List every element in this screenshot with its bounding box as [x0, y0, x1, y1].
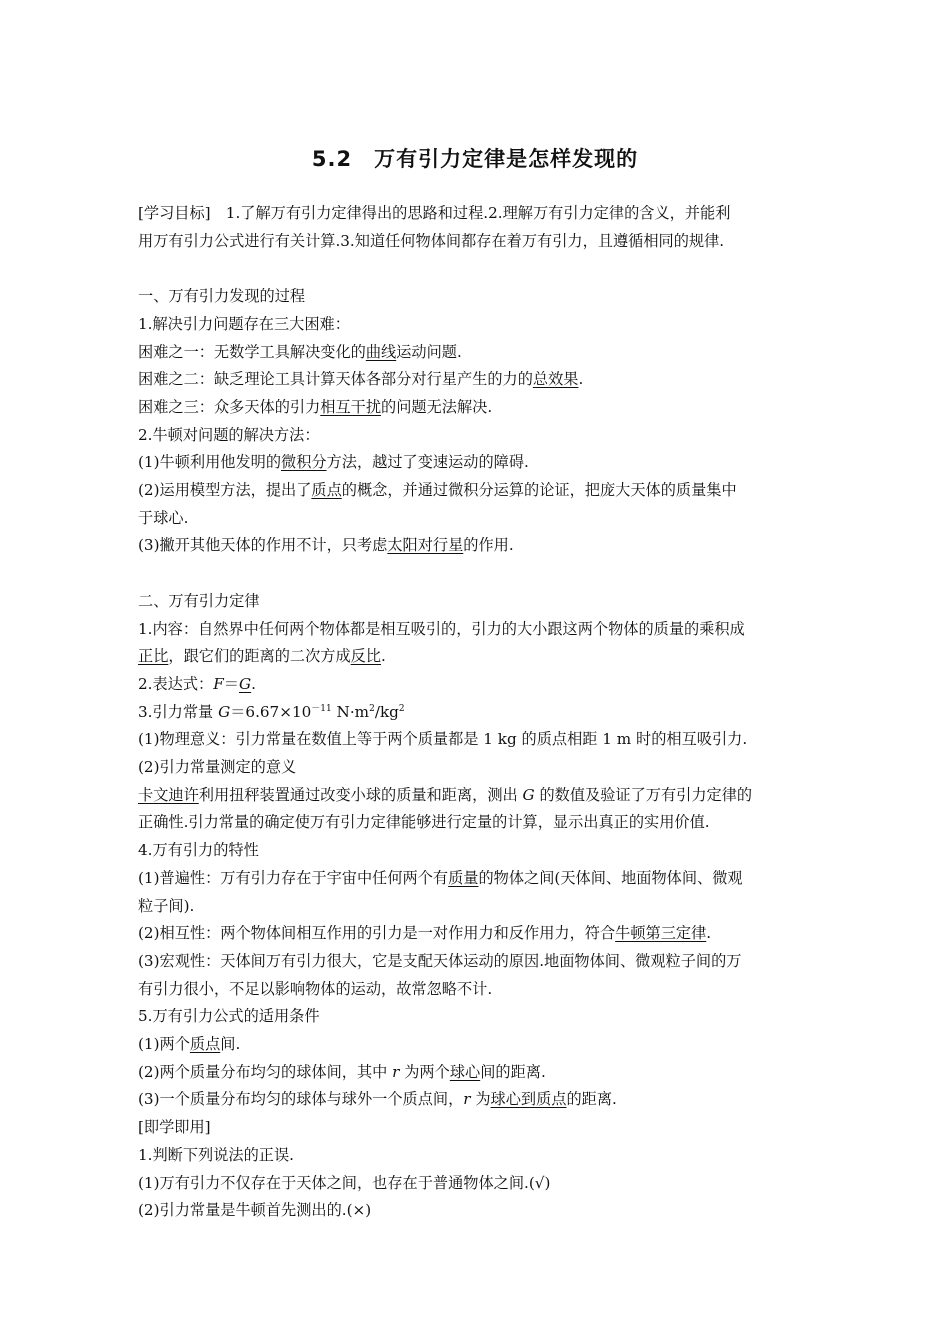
list-item: (2)运用模型方法，提出了质点的概念，并通过微积分运算的论证，把庞大天体的质量集中: [138, 481, 737, 500]
gravitational-constant: 3.引力常量 $G=6.67\times 10^{-11}$ $N\cdot m^2/kg^2$: [138, 702, 405, 721]
list-item-continued: 正比，跟它们的距离的二次方成反比.: [138, 647, 386, 666]
learning-objectives-line2: 用万有引力公式进行有关计算.3.知道任何物体间都存在着万有引力，且遵循相同的规律.: [138, 231, 725, 250]
list-item: (2)引力常量是牛顿首先测出的.(×): [138, 1201, 372, 1220]
list-item: 困难之二：缺乏理论工具计算天体各部分对行星产生的力的总效果.: [138, 370, 584, 389]
list-item: (1)两个质点间.: [138, 1035, 241, 1054]
objectives-label: [学习目标]: [138, 204, 211, 222]
page-title: [0, 143, 950, 173]
paragraph-continued: 正确性.引力常量的确定使万有引力定律能够进行定量的计算，显示出真正的实用价值.: [138, 813, 710, 832]
section2-heading: 二、万有引力定律: [138, 591, 260, 610]
list-item: 困难之一：无数学工具解决变化的曲线运动问题.: [138, 342, 462, 361]
section-number: 5.2: [311, 147, 353, 171]
list-item: (3)宏观性：天体间万有引力很大，它是支配天体运动的原因.地面物体间、微观粒子间的万: [138, 951, 742, 970]
list-item: 1.解决引力问题存在三大困难：: [138, 314, 350, 333]
list-item: 1.内容：自然界中任何两个物体都是相互吸引的，引力的大小跟这两个物体的质量的乘积成: [138, 619, 745, 638]
list-item: (2)两个质量分布均匀的球体间，其中 r 为两个球心间的距离.: [138, 1062, 546, 1081]
list-item: (1)牛顿利用他发明的微积分方法，越过了变速运动的障碍.: [138, 453, 529, 472]
list-item: 4.万有引力的特性: [138, 841, 259, 860]
list-item: (1)物理意义：引力常量在数值上等于两个质量都是 1 kg 的质点相距 1 m 时的相互吸引力.: [138, 730, 748, 749]
list-item: (2)引力常量测定的意义: [138, 758, 297, 777]
section1-heading: 一、万有引力发现的过程: [138, 287, 306, 306]
practice-label: [即学即用]: [138, 1118, 211, 1137]
list-item-continued: 于球心.: [138, 508, 189, 527]
paragraph: 卡文迪许利用扭秤装置通过改变小球的质量和距离，测出 G 的数值及验证了万有引力定律的: [138, 785, 753, 804]
list-item: 困难之三：众多天体的引力相互干扰的问题无法解决.: [138, 397, 493, 416]
list-item: (3)一个质量分布均匀的球体与球外一个质点间，r 为球心到质点的距离.: [138, 1090, 617, 1109]
list-item: (1)万有引力不仅存在于天体之间，也存在于普通物体之间.(√): [138, 1173, 551, 1192]
list-item: (3)撇开其他天体的作用不计，只考虑太阳对行星的作用.: [138, 536, 514, 555]
formula-line: 2.表达式：F＝G.: [138, 674, 256, 693]
title-text: 万有引力定律是怎样发现的: [374, 147, 639, 171]
list-item-continued: 粒子间).: [138, 896, 195, 915]
list-item: 1.判断下列说法的正误.: [138, 1145, 295, 1164]
learning-objectives: [学习目标] 1.了解万有引力定律得出的思路和过程.2.理解万有引力定律的含义，并能利: [138, 204, 731, 222]
list-item: (1)普遍性：万有引力存在于宇宙中任何两个有质量的物体之间(天体间、地面物体间、微观: [138, 868, 743, 887]
list-item: 2.牛顿对问题的解决方法：: [138, 425, 320, 444]
list-item: 5.万有引力公式的适用条件: [138, 1007, 320, 1026]
list-item-continued: 有引力很小，不足以影响物体的运动，故常忽略不计.: [138, 979, 493, 998]
list-item: (2)相互性：两个物体间相互作用的引力是一对作用力和反作用力，符合牛顿第三定律.: [138, 924, 712, 943]
document-body: [138, 200, 814, 1225]
